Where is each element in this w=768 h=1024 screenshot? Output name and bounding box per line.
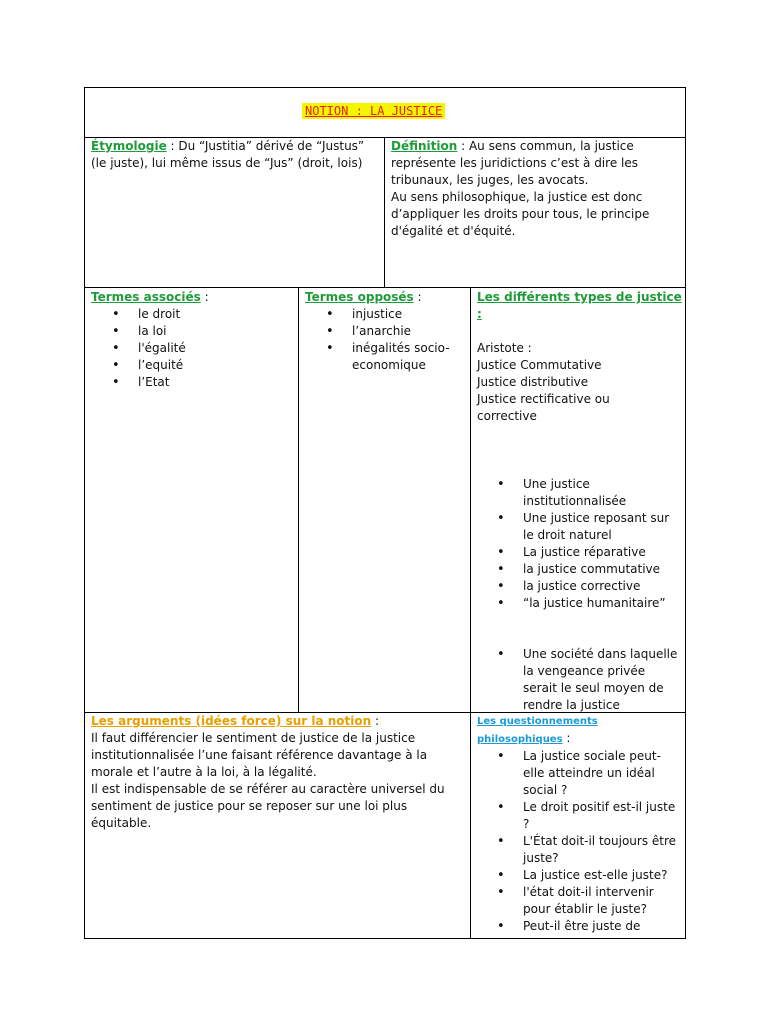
arguments-label: Les arguments (idées force) sur la notion [91, 714, 372, 728]
definition-line: : Au sens commun, la justice [457, 139, 634, 153]
etymologie-line: : Du “Justitia” dérivé de “Justus” [166, 139, 365, 153]
list-item: • Une justice institutionnalisée [523, 476, 679, 510]
table-col-divider [470, 287, 471, 939]
termes-associes-cell [91, 289, 295, 391]
definition-line: d’appliquer les droits pour tous, le principe [391, 207, 650, 221]
list-item: • Une société dans laquelle la vengeance privée serait le seul moyen de rendre la justice [523, 646, 679, 714]
termes-opposes-cell [305, 289, 467, 374]
list-item: • la justice commutative [523, 561, 679, 578]
table-border-right [685, 87, 686, 939]
list-item: • l’anarchie [352, 323, 462, 340]
types-justice-label: : [477, 307, 482, 321]
types-justice-label: Les différents types de justice [477, 290, 682, 304]
list-item: • la justice corrective [523, 578, 679, 595]
table-border-top [84, 87, 686, 88]
page-title: NOTION : LA JUSTICE [302, 103, 445, 119]
types-justice-cell [477, 289, 682, 714]
arguments-line: équitable. [91, 816, 152, 830]
termes-opposes-list [352, 306, 462, 374]
list-item: • inégalités socio-economique [352, 340, 462, 374]
arguments-line: Il faut différencier le sentiment de justice de la justice [91, 731, 416, 745]
list-item: • injustice [352, 306, 462, 323]
list-item: • l’Etat [138, 374, 295, 391]
list-item: • La justice réparative [523, 544, 679, 561]
list-item: • l'état doit-il intervenir pour établir le juste? [523, 884, 679, 918]
termes-associes-label: Termes associés [91, 290, 201, 304]
list-item: • La justice est-elle juste? [523, 867, 679, 884]
label-suffix: : [200, 290, 209, 304]
definition-cell [391, 138, 681, 240]
arguments-line: sentiment de justice pour se reposer sur une loi plus [91, 799, 408, 813]
arguments-cell [91, 713, 467, 832]
aristote-line: corrective [477, 409, 537, 423]
definition-line: représente les juridictions c’est à dire les [391, 156, 638, 170]
list-item: • l'égalité [138, 340, 295, 357]
questionnements-label: philosophiques [477, 734, 563, 745]
questionnements-list [523, 748, 679, 935]
arguments-line: Il est indispensable de se référer au caractère universel du [91, 782, 445, 796]
arguments-line: institutionnalisée l’une faisant référence davantage à la [91, 748, 428, 762]
arguments-line: morale et l’autre à la loi, à la légalité. [91, 765, 317, 779]
definition-line: d'égalité et d'équité. [391, 224, 516, 238]
aristote-line: Aristote : [477, 341, 532, 355]
questionnements-label: Les questionnements [477, 716, 598, 727]
list-item: • la loi [138, 323, 295, 340]
aristote-line: Justice Commutative [477, 358, 602, 372]
table-border-left [84, 87, 85, 939]
etymologie-cell [91, 138, 381, 172]
label-suffix: : [413, 290, 422, 304]
table-col-divider [384, 137, 385, 287]
table-row-divider [84, 287, 686, 288]
label-suffix: : [371, 714, 380, 728]
definition-line: tribunaux, les juges, les avocats. [391, 173, 589, 187]
termes-associes-list [138, 306, 295, 391]
list-item: • le droit [138, 306, 295, 323]
aristote-line: Justice rectificative ou [477, 392, 610, 406]
list-item: • l’equité [138, 357, 295, 374]
list-item: • Le droit positif est-il juste ? [523, 799, 679, 833]
list-item: • Une justice reposant sur le droit naturel [523, 510, 679, 544]
table-col-divider [298, 287, 299, 712]
types-justice-list [523, 476, 679, 612]
definition-label: Définition [391, 139, 458, 153]
termes-opposes-label: Termes opposés [305, 290, 414, 304]
list-item: • La justice sociale peut-elle atteindre un idéal social ? [523, 748, 679, 799]
list-item: • L'État doit-il toujours être juste? [523, 833, 679, 867]
aristote-line: Justice distributive [477, 375, 589, 389]
etymologie-label: Étymologie [91, 139, 167, 153]
etymologie-line: (le juste), lui même issus de “Jus” (droit, lois) [91, 156, 363, 170]
questionnements-cell [477, 713, 682, 937]
list-item: • Peut-il être juste de [523, 918, 679, 935]
list-item: • “la justice humanitaire” [523, 595, 679, 612]
label-suffix: : [562, 731, 571, 745]
table-border-bottom [84, 938, 686, 939]
definition-line: Au sens philosophique, la justice est donc [391, 190, 643, 204]
types-justice-list-2 [523, 646, 679, 714]
